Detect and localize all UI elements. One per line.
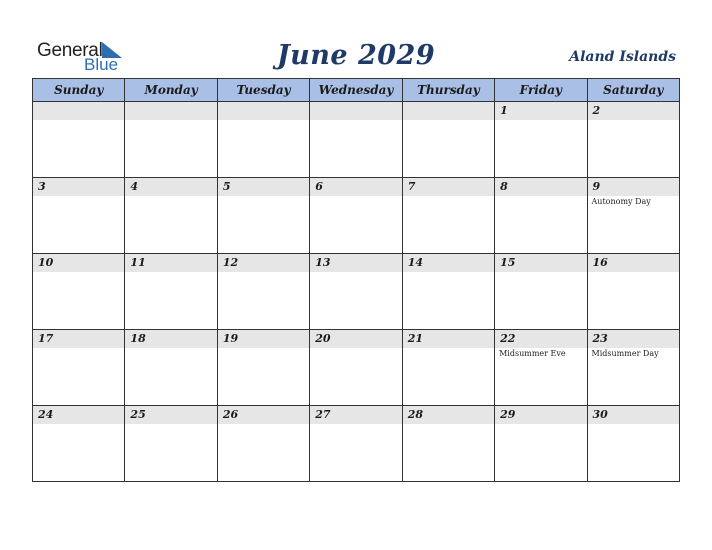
day-cell[interactable] bbox=[33, 254, 125, 330]
day-number: 24 bbox=[38, 408, 54, 421]
day-number-bar bbox=[33, 330, 124, 348]
day-cell[interactable] bbox=[495, 406, 587, 482]
day-number-bar bbox=[310, 254, 401, 272]
day-number-bar bbox=[310, 330, 401, 348]
day-number: 17 bbox=[38, 332, 54, 345]
day-number-bar bbox=[495, 406, 586, 424]
day-cell bbox=[217, 102, 309, 178]
day-cell bbox=[125, 102, 217, 178]
day-number-bar bbox=[588, 102, 679, 120]
day-number: 2 bbox=[592, 104, 601, 117]
day-cell bbox=[33, 102, 125, 178]
day-number: 6 bbox=[315, 180, 323, 193]
day-cell[interactable] bbox=[402, 406, 494, 482]
day-cell[interactable] bbox=[495, 254, 587, 330]
day-cell[interactable] bbox=[125, 406, 217, 482]
day-cell[interactable] bbox=[402, 330, 494, 406]
weekday-header: Saturday bbox=[587, 79, 679, 102]
day-number-bar bbox=[218, 102, 309, 120]
day-number-bar bbox=[218, 178, 309, 196]
day-number: 16 bbox=[592, 256, 608, 269]
week-row bbox=[33, 406, 680, 482]
day-number-bar bbox=[403, 254, 494, 272]
day-number: 15 bbox=[500, 256, 516, 269]
day-cell bbox=[402, 102, 494, 178]
day-number: 12 bbox=[222, 256, 239, 269]
day-cell[interactable] bbox=[217, 330, 309, 406]
day-number-bar bbox=[33, 254, 124, 272]
day-cell[interactable] bbox=[310, 406, 402, 482]
day-number-bar bbox=[588, 406, 679, 424]
day-cell[interactable] bbox=[402, 178, 494, 254]
day-number-bar bbox=[403, 178, 494, 196]
logo-blue-text: Blue bbox=[84, 55, 119, 74]
day-number: 3 bbox=[38, 180, 46, 193]
day-cell[interactable] bbox=[310, 254, 402, 330]
day-cell[interactable] bbox=[33, 178, 125, 254]
weekday-header: Monday bbox=[125, 79, 217, 102]
day-number-bar bbox=[310, 102, 401, 120]
day-cell[interactable] bbox=[125, 178, 217, 254]
day-number-bar bbox=[33, 102, 124, 120]
day-number: 26 bbox=[222, 408, 239, 421]
holiday-label: Autonomy Day bbox=[591, 197, 651, 206]
calendar-title: June 2029 bbox=[276, 40, 436, 71]
day-number: 21 bbox=[407, 332, 423, 345]
day-number-bar bbox=[125, 406, 216, 424]
day-cell[interactable] bbox=[587, 406, 679, 482]
week-row bbox=[33, 102, 680, 178]
day-cell[interactable] bbox=[125, 254, 217, 330]
day-number: 11 bbox=[130, 256, 146, 269]
day-cell[interactable] bbox=[217, 254, 309, 330]
day-number: 25 bbox=[130, 408, 146, 421]
day-cell[interactable] bbox=[217, 406, 309, 482]
day-cell[interactable] bbox=[125, 330, 217, 406]
day-number-bar bbox=[310, 178, 401, 196]
day-cell[interactable] bbox=[495, 102, 587, 178]
day-number: 8 bbox=[500, 180, 508, 193]
day-number: 19 bbox=[222, 332, 239, 345]
day-cell[interactable] bbox=[587, 330, 679, 406]
day-number: 10 bbox=[38, 256, 54, 269]
day-number: 29 bbox=[500, 408, 516, 421]
weekday-header: Sunday bbox=[33, 79, 125, 102]
day-number-bar bbox=[125, 178, 216, 196]
holiday-label: Midsummer Eve bbox=[499, 349, 566, 358]
day-number-bar bbox=[403, 330, 494, 348]
day-number: 13 bbox=[315, 256, 331, 269]
day-number-bar bbox=[588, 330, 679, 348]
day-number-bar bbox=[403, 102, 494, 120]
day-number: 14 bbox=[407, 256, 423, 269]
day-number: 22 bbox=[500, 332, 516, 345]
day-cell[interactable] bbox=[587, 254, 679, 330]
day-cell[interactable] bbox=[495, 330, 587, 406]
day-number: 20 bbox=[315, 332, 331, 345]
day-number: 18 bbox=[130, 332, 146, 345]
day-number-bar bbox=[218, 254, 309, 272]
day-number: 4 bbox=[130, 180, 139, 193]
weekday-header: Thursday bbox=[402, 79, 494, 102]
day-number-bar bbox=[403, 406, 494, 424]
day-cell[interactable] bbox=[310, 330, 402, 406]
week-row bbox=[33, 254, 680, 330]
day-cell[interactable] bbox=[587, 178, 679, 254]
day-number: 28 bbox=[407, 408, 423, 421]
holiday-label: Midsummer Day bbox=[591, 349, 659, 358]
day-number-bar bbox=[495, 254, 586, 272]
day-number-bar bbox=[33, 178, 124, 196]
weekday-header: Friday bbox=[495, 79, 587, 102]
day-cell[interactable] bbox=[402, 254, 494, 330]
day-number-bar bbox=[588, 178, 679, 196]
day-number-bar bbox=[310, 406, 401, 424]
day-number-bar bbox=[588, 254, 679, 272]
day-cell[interactable] bbox=[495, 178, 587, 254]
day-cell[interactable] bbox=[33, 330, 125, 406]
day-number-bar bbox=[218, 406, 309, 424]
day-number-bar bbox=[495, 178, 586, 196]
day-number: 1 bbox=[500, 104, 508, 117]
country-name: Aland Islands bbox=[569, 49, 676, 65]
logo-general-text: General bbox=[37, 40, 103, 61]
day-number: 9 bbox=[592, 180, 601, 193]
day-number: 27 bbox=[315, 408, 331, 421]
day-cell[interactable] bbox=[310, 178, 402, 254]
day-cell[interactable] bbox=[217, 178, 309, 254]
day-cell[interactable] bbox=[33, 406, 125, 482]
week-row bbox=[33, 330, 680, 406]
calendar-grid bbox=[32, 78, 680, 482]
weekday-header-row bbox=[33, 79, 680, 102]
day-number-bar bbox=[218, 330, 309, 348]
week-row bbox=[33, 178, 680, 254]
weekday-header: Tuesday bbox=[217, 79, 309, 102]
day-number-bar bbox=[125, 102, 216, 120]
day-number: 23 bbox=[592, 332, 608, 345]
day-number: 7 bbox=[407, 180, 416, 193]
day-number-bar bbox=[125, 254, 216, 272]
day-number-bar bbox=[495, 330, 586, 348]
day-cell[interactable] bbox=[587, 102, 679, 178]
day-number: 5 bbox=[222, 180, 231, 193]
day-number-bar bbox=[33, 406, 124, 424]
day-number-bar bbox=[495, 102, 586, 120]
day-cell bbox=[310, 102, 402, 178]
day-number-bar bbox=[125, 330, 216, 348]
weekday-header: Wednesday bbox=[310, 79, 402, 102]
day-number: 30 bbox=[592, 408, 608, 421]
